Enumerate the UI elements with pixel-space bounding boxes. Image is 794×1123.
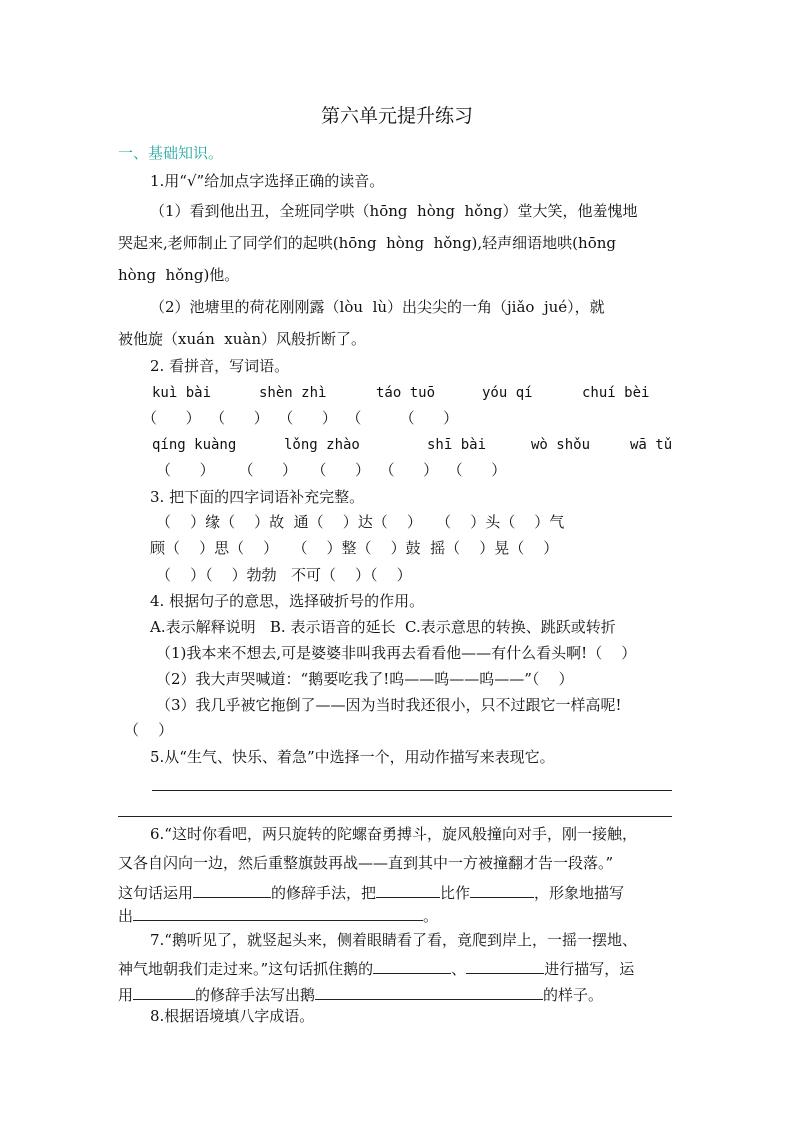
question-7-line1: 7.“鹅听见了，就竖起头来，侧着眼睛看了看，竟爬到岸上，一摇一摆地、 bbox=[150, 931, 637, 949]
idiom-row2: 顾（ ）思（ ） （ ）整（ ）鼓 摇（ ）晃（ ） bbox=[150, 539, 559, 557]
pinyin-item: wā tǔ bbox=[630, 437, 673, 453]
fill-blank bbox=[315, 983, 543, 1000]
question-1-part1-line2: 哭起来,老师制止了同学们的起哄(hōng hòng hǒng),轻声细语地哄(hōng bbox=[118, 234, 616, 252]
fill-blank bbox=[470, 881, 534, 898]
pinyin-item: lǒng zhào bbox=[284, 437, 360, 453]
question-7-line2: 神气地朝我们走过来。”这句话抓住鹅的 、 进行描写，运 bbox=[118, 957, 634, 979]
fill-blank bbox=[466, 957, 544, 974]
question-4-heading: 4. 根据句子的意思，选择破折号的作用。 bbox=[150, 592, 425, 610]
page-title: 第六单元提升练习 bbox=[320, 105, 473, 127]
question-6-line3: 这句话运用 的修辞手法，把 比作 ，形象地描写 bbox=[118, 881, 624, 903]
question-4-options: A.表示解释说明 B. 表示语音的延长 C.表示意思的转换、跳跃或转折 bbox=[150, 618, 616, 636]
pinyin-item: shī bài bbox=[427, 437, 487, 453]
question-1-part2-line2: 被他旋（xuán xuàn）风般折断了。 bbox=[118, 330, 366, 348]
pinyin-item: wò shǒu bbox=[531, 437, 591, 453]
question-1-part1-line1: （1）看到他出丑，全班同学哄（hōng hòng hǒng）堂大笑，他羞愧地 bbox=[150, 202, 638, 220]
answer-brackets-row2: （ ） （ ） （ ） （ ） （ ） bbox=[156, 461, 507, 479]
question-3-heading: 3. 把下面的四字词语补充完整。 bbox=[150, 488, 365, 506]
fill-blank bbox=[133, 904, 423, 921]
pinyin-item: chuí bèi bbox=[582, 385, 650, 401]
pinyin-item: táo tuō bbox=[376, 385, 436, 401]
question-8-heading: 8.根据语境填八字成语。 bbox=[150, 1007, 315, 1025]
section-heading-basics: 一、基础知识。 bbox=[118, 144, 224, 162]
question-6-line4: 出 。 bbox=[118, 904, 438, 926]
pinyin-item: qíng kuàng bbox=[152, 437, 237, 453]
answer-line bbox=[152, 790, 672, 791]
pinyin-item: kuì bài bbox=[152, 385, 212, 401]
pinyin-item: shèn zhì bbox=[259, 385, 327, 401]
question-5-heading: 5.从“生气、快乐、着急”中选择一个，用动作描写来表现它。 bbox=[150, 748, 555, 766]
question-4-sentence1: （1)我本来不想去,可是婆婆非叫我再去看看他——有什么看头啊!（ ） bbox=[156, 644, 637, 662]
fill-blank bbox=[373, 957, 451, 974]
question-4-sentence3-line2: （ ） bbox=[124, 721, 174, 739]
question-1-part2-line1: （2）池塘里的荷花刚刚露（lòu lù）出尖尖的一角（jiǎo jué），就 bbox=[150, 298, 605, 316]
question-4-sentence3-line1: （3）我几乎被它拖倒了——因为当时我还很小，只不过跟它一样高呢! bbox=[156, 696, 622, 714]
answer-line bbox=[118, 816, 672, 817]
question-4-sentence2: （2）我大声哭喊道：“鹅要吃我了!呜——呜——呜——”（ ） bbox=[156, 670, 574, 688]
fill-blank bbox=[133, 983, 195, 1000]
fill-blank bbox=[376, 881, 440, 898]
answer-brackets-row1: （ ） （ ） （ ） （ （ ） bbox=[142, 409, 459, 427]
question-1-heading: 1.用“√”给加点字选择正确的读音。 bbox=[150, 172, 385, 190]
question-7-line3: 用 的修辞手法写出鹅 的样子。 bbox=[118, 983, 603, 1005]
question-1-part1-line3: hòng hǒng)他。 bbox=[118, 266, 240, 284]
pinyin-item: yóu qí bbox=[482, 385, 533, 401]
fill-blank bbox=[193, 881, 271, 898]
question-2-heading: 2. 看拼音，写词语。 bbox=[150, 357, 290, 375]
question-6-line2: 又各自闪向一边，然后重整旗鼓再战——直到其中一方被撞翻才告一段落。” bbox=[118, 854, 614, 872]
idiom-row3: （ ）（ ）勃勃 不可（ ）（ ） bbox=[156, 566, 412, 584]
idiom-row1: （ ）缘（ ）故 通（ ）达（ ） （ ）头（ ）气 bbox=[156, 513, 565, 531]
question-6-line1: 6.“这时你看吧，两只旋转的陀螺奋勇搏斗，旋风般撞向对手，刚一接触， bbox=[150, 825, 637, 843]
